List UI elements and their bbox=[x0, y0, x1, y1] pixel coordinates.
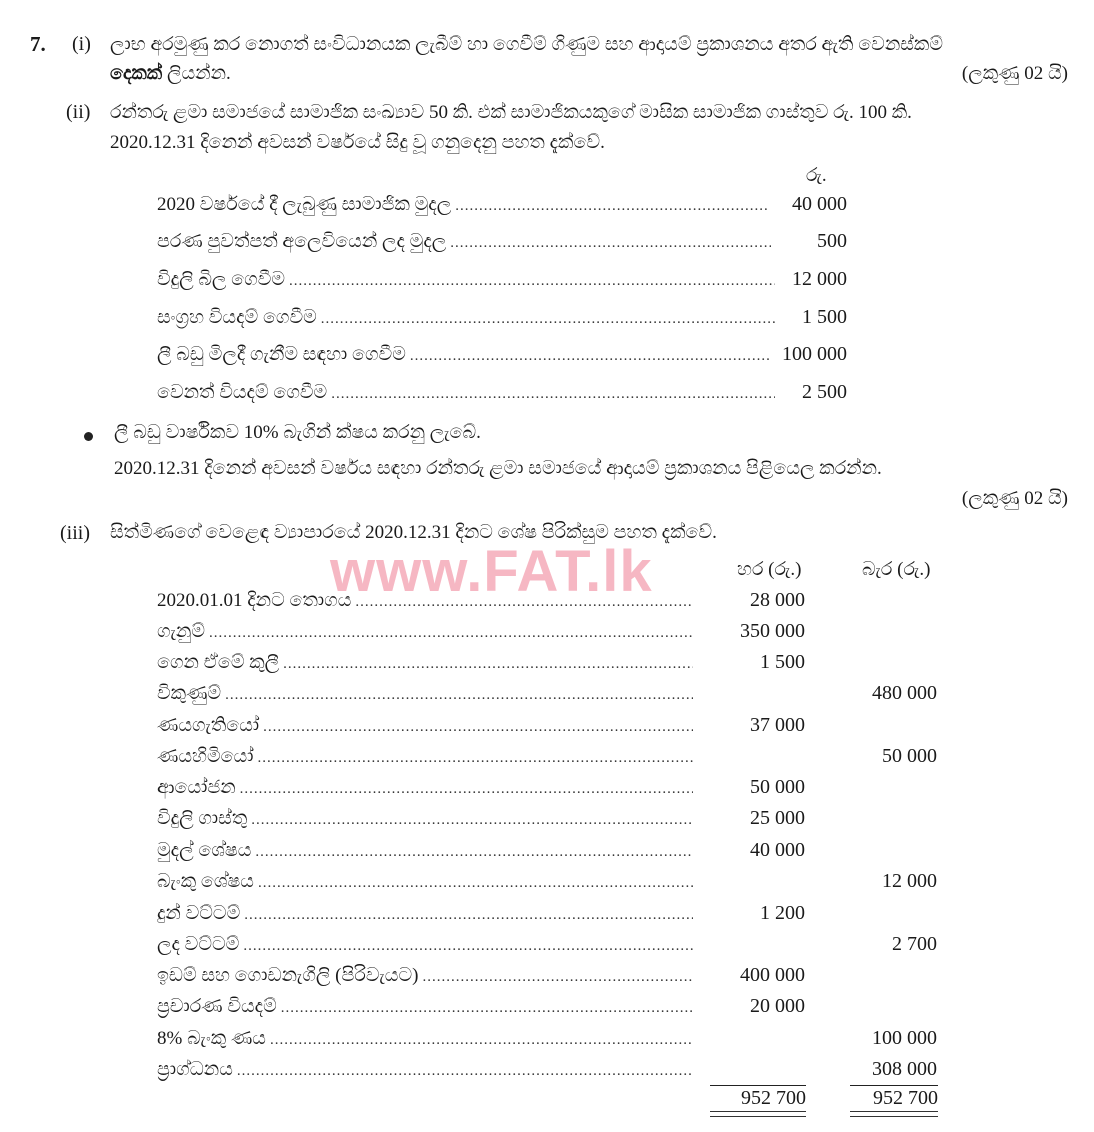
debit-amount: 50 000 bbox=[750, 776, 805, 798]
account-label: ණයහිමියෝ bbox=[157, 746, 254, 767]
total-debit-double-underline bbox=[710, 1111, 806, 1117]
table-row bbox=[157, 839, 937, 862]
account-label: ආයෝජන bbox=[157, 777, 236, 798]
debit-amount: 25 000 bbox=[750, 807, 805, 829]
account-label: ප්‍රචාරණ වියදම් bbox=[157, 996, 277, 1017]
table-row bbox=[157, 964, 937, 987]
transaction-row bbox=[157, 381, 847, 404]
debit-amount: 1 500 bbox=[760, 651, 805, 673]
part-ii-instruction: 2020.12.31 දිනෙන් අවසන් වර්ෂය සඳහා රන්තරු ළමා සමාජයේ ආදායම් ප්‍රකාශනය පිළියෙල කරන්න. bbox=[114, 458, 882, 479]
debit-amount: 1 200 bbox=[760, 902, 805, 924]
part-i-emphasis: දෙකක් bbox=[110, 63, 163, 84]
dot-leader bbox=[225, 687, 693, 704]
credit-amount: 2 700 bbox=[892, 933, 937, 955]
total-credit-double-underline bbox=[850, 1111, 938, 1117]
debit-amount: 350 000 bbox=[740, 620, 805, 642]
credit-amount: 100 000 bbox=[872, 1027, 937, 1049]
dot-leader bbox=[257, 750, 693, 767]
part-i-line1: ලාභ අරමුණු කර නොගත් සංවිධානයක ලැබීම් හා ගෙවීම් ගිණුම සහ ආදායම් ප්‍රකාශනය අතර ඇති වෙනස්කම් bbox=[110, 34, 944, 55]
transaction-label: විදුලි බිල ගෙවීම bbox=[157, 269, 286, 290]
transaction-label: ලී බඩු මිලදී ගැනීම සඳහා ගෙවීම bbox=[157, 344, 406, 365]
debit-amount: 37 000 bbox=[750, 714, 805, 736]
part-iii-label: (iii) bbox=[60, 522, 90, 544]
debit-amount: 40 000 bbox=[750, 839, 805, 861]
transaction-row bbox=[157, 268, 847, 291]
account-label: විදුලි ගාස්තු bbox=[157, 808, 248, 829]
transaction-row bbox=[157, 306, 847, 329]
dot-leader bbox=[331, 386, 775, 403]
table-row bbox=[157, 807, 937, 830]
dot-leader bbox=[237, 1063, 693, 1080]
transaction-row bbox=[157, 193, 847, 216]
dot-leader bbox=[455, 198, 767, 215]
credit-amount: 480 000 bbox=[872, 682, 937, 704]
account-label: 8% බැංකු ණය bbox=[157, 1028, 266, 1049]
transaction-amount: 100 000 bbox=[782, 343, 847, 365]
part-i-marks: (ලකුණු 02 යි) bbox=[961, 63, 1068, 84]
table-row bbox=[157, 1058, 937, 1081]
dot-leader bbox=[321, 311, 775, 328]
table-row bbox=[157, 620, 937, 643]
dot-leader bbox=[244, 907, 693, 924]
transaction-amount: 1 500 bbox=[802, 306, 847, 328]
account-label: ණයගැතියෝ bbox=[157, 715, 260, 736]
dot-leader bbox=[255, 844, 693, 861]
table-row bbox=[157, 776, 937, 799]
account-label: බැංකු ශේෂය bbox=[157, 871, 254, 892]
currency-header: රු. bbox=[806, 165, 827, 186]
table-row bbox=[157, 902, 937, 925]
dot-leader bbox=[243, 938, 693, 955]
table-row bbox=[157, 933, 937, 956]
transaction-amount: 2 500 bbox=[802, 381, 847, 403]
transaction-row bbox=[157, 230, 847, 253]
transaction-label: 2020 වර්ෂයේ දී ලැබුණු සාමාජික මුදල bbox=[157, 194, 452, 215]
debit-amount: 28 000 bbox=[750, 589, 805, 611]
account-label: ගැනුම් bbox=[157, 621, 205, 642]
account-label: ගෙන ඒමේ කුලී bbox=[157, 652, 280, 673]
dot-leader bbox=[450, 235, 771, 252]
table-row bbox=[157, 589, 937, 612]
account-label: මුදල් ශේෂය bbox=[157, 840, 252, 861]
part-ii-marks: (ලකුණු 02 යි) bbox=[961, 488, 1068, 509]
transaction-row bbox=[157, 343, 847, 366]
part-i-line2 bbox=[110, 63, 231, 85]
credit-amount: 50 000 bbox=[882, 745, 937, 767]
table-row bbox=[157, 870, 937, 893]
dot-leader bbox=[281, 1000, 693, 1017]
part-iii-intro: සිත්මිණගේ වෙළෙඳ ව්‍යාපාරයේ 2020.12.31 දිනට ශේෂ පිරික්සුම පහත දැක්වේ. bbox=[110, 522, 717, 543]
transaction-amount: 40 000 bbox=[792, 193, 847, 215]
account-label: ප්‍රාග්ධනය bbox=[157, 1059, 233, 1080]
transaction-label: වෙනත් වියදම් ගෙවීම bbox=[157, 382, 328, 403]
part-i-label: (i) bbox=[72, 33, 91, 55]
part-ii-line2: 2020.12.31 දිනෙන් අවසන් වර්ෂයේ සිදු වූ ගනුදෙනු පහත දැක්වේ. bbox=[110, 132, 605, 153]
credit-amount: 308 000 bbox=[872, 1058, 937, 1080]
bullet-icon bbox=[84, 432, 93, 441]
transaction-amount: 500 bbox=[817, 230, 847, 252]
credit-column-header: බැර (රු.) bbox=[862, 559, 931, 580]
table-row bbox=[157, 995, 937, 1018]
account-label: දුන් වට්ටම් bbox=[157, 903, 241, 924]
dot-leader bbox=[251, 812, 693, 829]
dot-leader bbox=[209, 625, 693, 642]
debit-amount: 400 000 bbox=[740, 964, 805, 986]
transaction-amount: 12 000 bbox=[792, 268, 847, 290]
question-number: 7. bbox=[30, 32, 46, 56]
watermark: www.FAT.lk bbox=[330, 539, 653, 604]
account-label: ඉඩම් සහ ගොඩනැගිලි (පිරිවැයට) bbox=[157, 965, 419, 986]
account-label: 2020.01.01 දිනට තොගය bbox=[157, 590, 352, 611]
table-row bbox=[157, 651, 937, 674]
dot-leader bbox=[410, 348, 769, 365]
dot-leader bbox=[422, 969, 693, 986]
dot-leader bbox=[240, 781, 693, 798]
table-row bbox=[157, 1027, 937, 1050]
table-row bbox=[157, 682, 937, 705]
transaction-label: සංග්‍රහ වියදම් ගෙවීම bbox=[157, 307, 317, 328]
part-ii-label: (ii) bbox=[66, 101, 91, 123]
table-row bbox=[157, 745, 937, 768]
dot-leader bbox=[270, 1032, 693, 1049]
account-label: විකුණුම් bbox=[157, 683, 222, 704]
dot-leader bbox=[258, 875, 693, 892]
depreciation-note: ලී බඩු වාර්ෂිකව 10% බැගින් ක්ෂය කරනු ලැබේ. bbox=[114, 422, 481, 443]
dot-leader bbox=[283, 656, 693, 673]
total-debit: 952 700 bbox=[710, 1085, 806, 1110]
dot-leader bbox=[355, 594, 693, 611]
table-row bbox=[157, 714, 937, 737]
part-ii-line1: රන්තරු ළමා සමාජයේ සාමාජික සංඛ්‍යාව 50 කි. එක් සාමාජිකයකුගේ මාසික සාමාජික ගාස්තුව රු. 100 කි. bbox=[110, 102, 912, 123]
account-label: ලද වට්ටම් bbox=[157, 934, 240, 955]
total-credit: 952 700 bbox=[850, 1085, 938, 1110]
dot-leader bbox=[289, 273, 775, 290]
dot-leader bbox=[263, 719, 693, 736]
credit-amount: 12 000 bbox=[882, 870, 937, 892]
transaction-label: පරණ පුවත්පත් අලෙවියෙන් ලද මුදල bbox=[157, 231, 447, 252]
part-i-line2-rest: ලියන්න. bbox=[162, 63, 231, 84]
debit-amount: 20 000 bbox=[750, 995, 805, 1017]
debit-column-header: හර (රු.) bbox=[737, 559, 802, 580]
